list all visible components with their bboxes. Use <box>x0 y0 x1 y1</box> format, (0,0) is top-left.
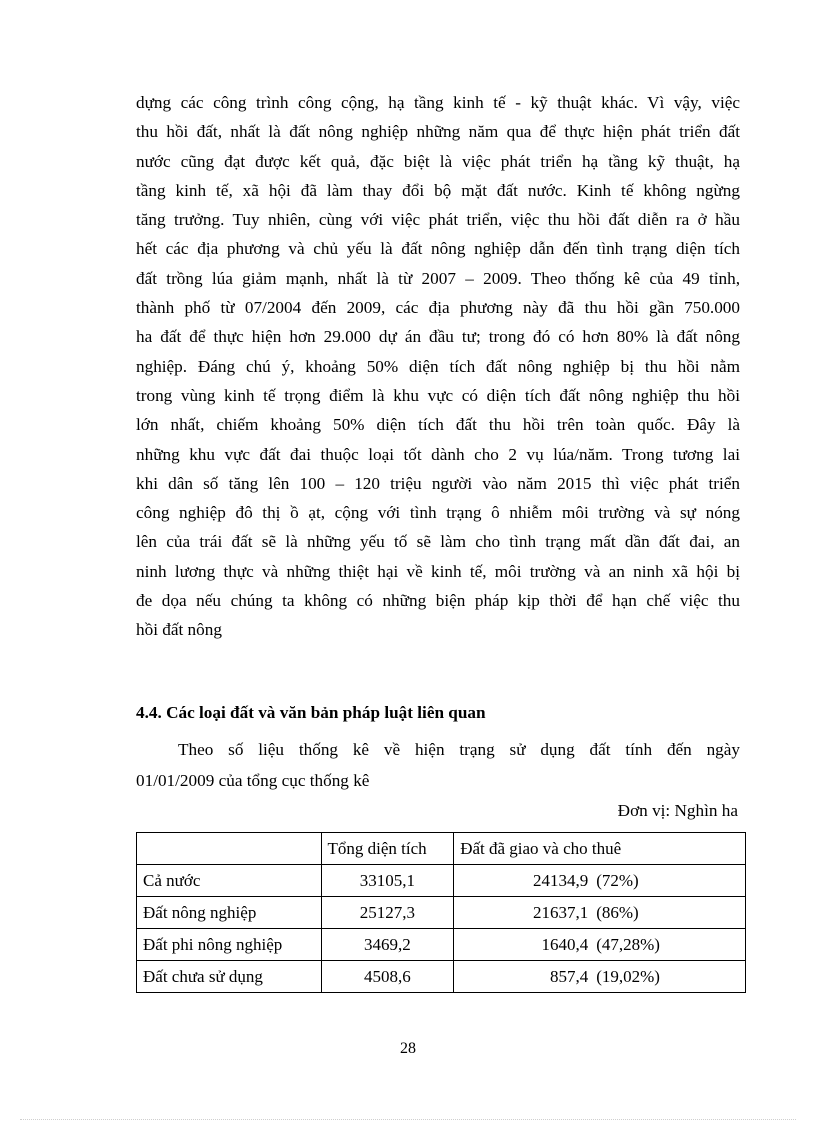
table-header-row <box>137 833 746 865</box>
allocated-value: 21637,1 <box>532 902 589 922</box>
intro-line-1: Theo số liệu thống kê về hiện trạng sử dụng đất tính đến ngày <box>178 740 740 759</box>
paragraph-line: lớn nhất, chiếm khoảng 50% diện tích đất thu hồi trên toàn quốc. Đây là <box>136 415 740 435</box>
paragraph-line: thành phố từ 07/2004 đến 2009, các địa phương này đã thu hồi gần 750.000 <box>136 298 740 318</box>
paragraph-line: tăng trưởng. Tuy nhiên, cùng với việc phát triển, việc thu hồi đất diễn ra ở hầu <box>136 210 740 230</box>
page-bottom-divider <box>20 1119 796 1120</box>
row-total: 33105,1 <box>321 865 454 897</box>
intro-line-2: 01/01/2009 của tổng cục thống kê <box>136 771 370 790</box>
table-row <box>137 961 746 993</box>
allocated-percent: (86%) <box>596 902 639 922</box>
paragraph-line: khi dân số tăng lên 100 – 120 triệu người vào năm 2015 thì việc phát triển <box>136 473 740 493</box>
header-allocated: Đất đã giao và cho thuê <box>454 833 746 865</box>
row-label: Đất phi nông nghiệp <box>137 929 322 961</box>
row-allocated <box>454 961 746 993</box>
paragraph-line: trong vùng kinh tế trọng điểm là khu vực có diện tích đất nông nghiệp thu hồi <box>136 385 740 405</box>
allocated-value: 24134,9 <box>532 870 589 890</box>
body-paragraph <box>136 88 740 645</box>
header-total-area: Tổng diện tích <box>321 833 454 865</box>
paragraph-line: hết các địa phương và chủ yếu là đất nông nghiệp dẫn đến tình trạng diện tích <box>136 239 740 259</box>
paragraph-line: lên của trái đất sẽ là những yếu tố sẽ làm cho tình trạng mất dần đất đai, an <box>136 532 740 552</box>
paragraph-line: dựng các công trình công cộng, hạ tầng kinh tế - kỹ thuật khác. Vì vậy, việc <box>136 93 740 112</box>
page-number: 28 <box>400 1040 416 1057</box>
allocated-percent: (47,28%) <box>596 934 660 954</box>
paragraph-line: hồi đất nông <box>136 620 222 640</box>
row-allocated <box>454 865 746 897</box>
unit-label: Đơn vị: Nghìn ha <box>617 801 738 820</box>
row-total: 3469,2 <box>321 929 454 961</box>
paragraph-line: nghiệp. Đáng chú ý, khoảng 50% diện tích đất nông nghiệp bị thu hồi nằm <box>136 356 740 376</box>
paragraph-line: đe dọa nếu chúng ta không có những biện pháp kịp thời để hạn chế việc thu <box>136 591 740 611</box>
land-use-table <box>136 832 746 993</box>
paragraph-line: những khu vực đất đai thuộc loại tốt dành cho 2 vụ lúa/năm. Trong tương lai <box>136 444 740 464</box>
row-total: 25127,3 <box>321 897 454 929</box>
allocated-value: 1640,4 <box>541 934 589 954</box>
table-row <box>137 929 746 961</box>
paragraph-line: đất trồng lúa giảm mạnh, nhất là từ 2007 – 2009. Theo thống kê của 49 tỉnh, <box>136 268 740 288</box>
paragraph-line: công nghiệp đô thị ồ ạt, cộng với tình trạng ô nhiễm môi trường và sự nóng <box>136 503 740 523</box>
paragraph-line: ha đất để thực hiện hơn 29.000 dự án đầu tư; trong đó có hơn 80% là đất nông <box>136 327 740 347</box>
allocated-value: 857,4 <box>549 966 589 986</box>
row-label: Đất nông nghiệp <box>137 897 322 929</box>
header-category <box>137 833 322 865</box>
row-allocated <box>454 897 746 929</box>
paragraph-line: ninh lương thực và những thiệt hại về kinh tế, môi trường và an ninh xã hội bị <box>136 561 740 581</box>
allocated-percent: (72%) <box>596 870 639 890</box>
row-label: Đất chưa sử dụng <box>137 961 322 993</box>
section-heading: 4.4. Các loại đất và văn bản pháp luật liên quan <box>136 703 486 722</box>
intro-paragraph <box>136 734 740 796</box>
row-allocated <box>454 929 746 961</box>
paragraph-line: nước cũng đạt được kết quả, đặc biệt là việc phát triển hạ tầng kỹ thuật, hạ <box>136 151 740 171</box>
table-row <box>137 865 746 897</box>
row-total: 4508,6 <box>321 961 454 993</box>
row-label: Cả nước <box>137 865 322 897</box>
paragraph-line: thu hồi đất, nhất là đất nông nghiệp những năm qua để thực hiện phát triển đất <box>136 122 740 142</box>
table-row <box>137 897 746 929</box>
paragraph-line: tầng kinh tế, xã hội đã làm thay đổi bộ mặt đất nước. Kinh tế không ngừng <box>136 180 740 200</box>
allocated-percent: (19,02%) <box>596 966 660 986</box>
